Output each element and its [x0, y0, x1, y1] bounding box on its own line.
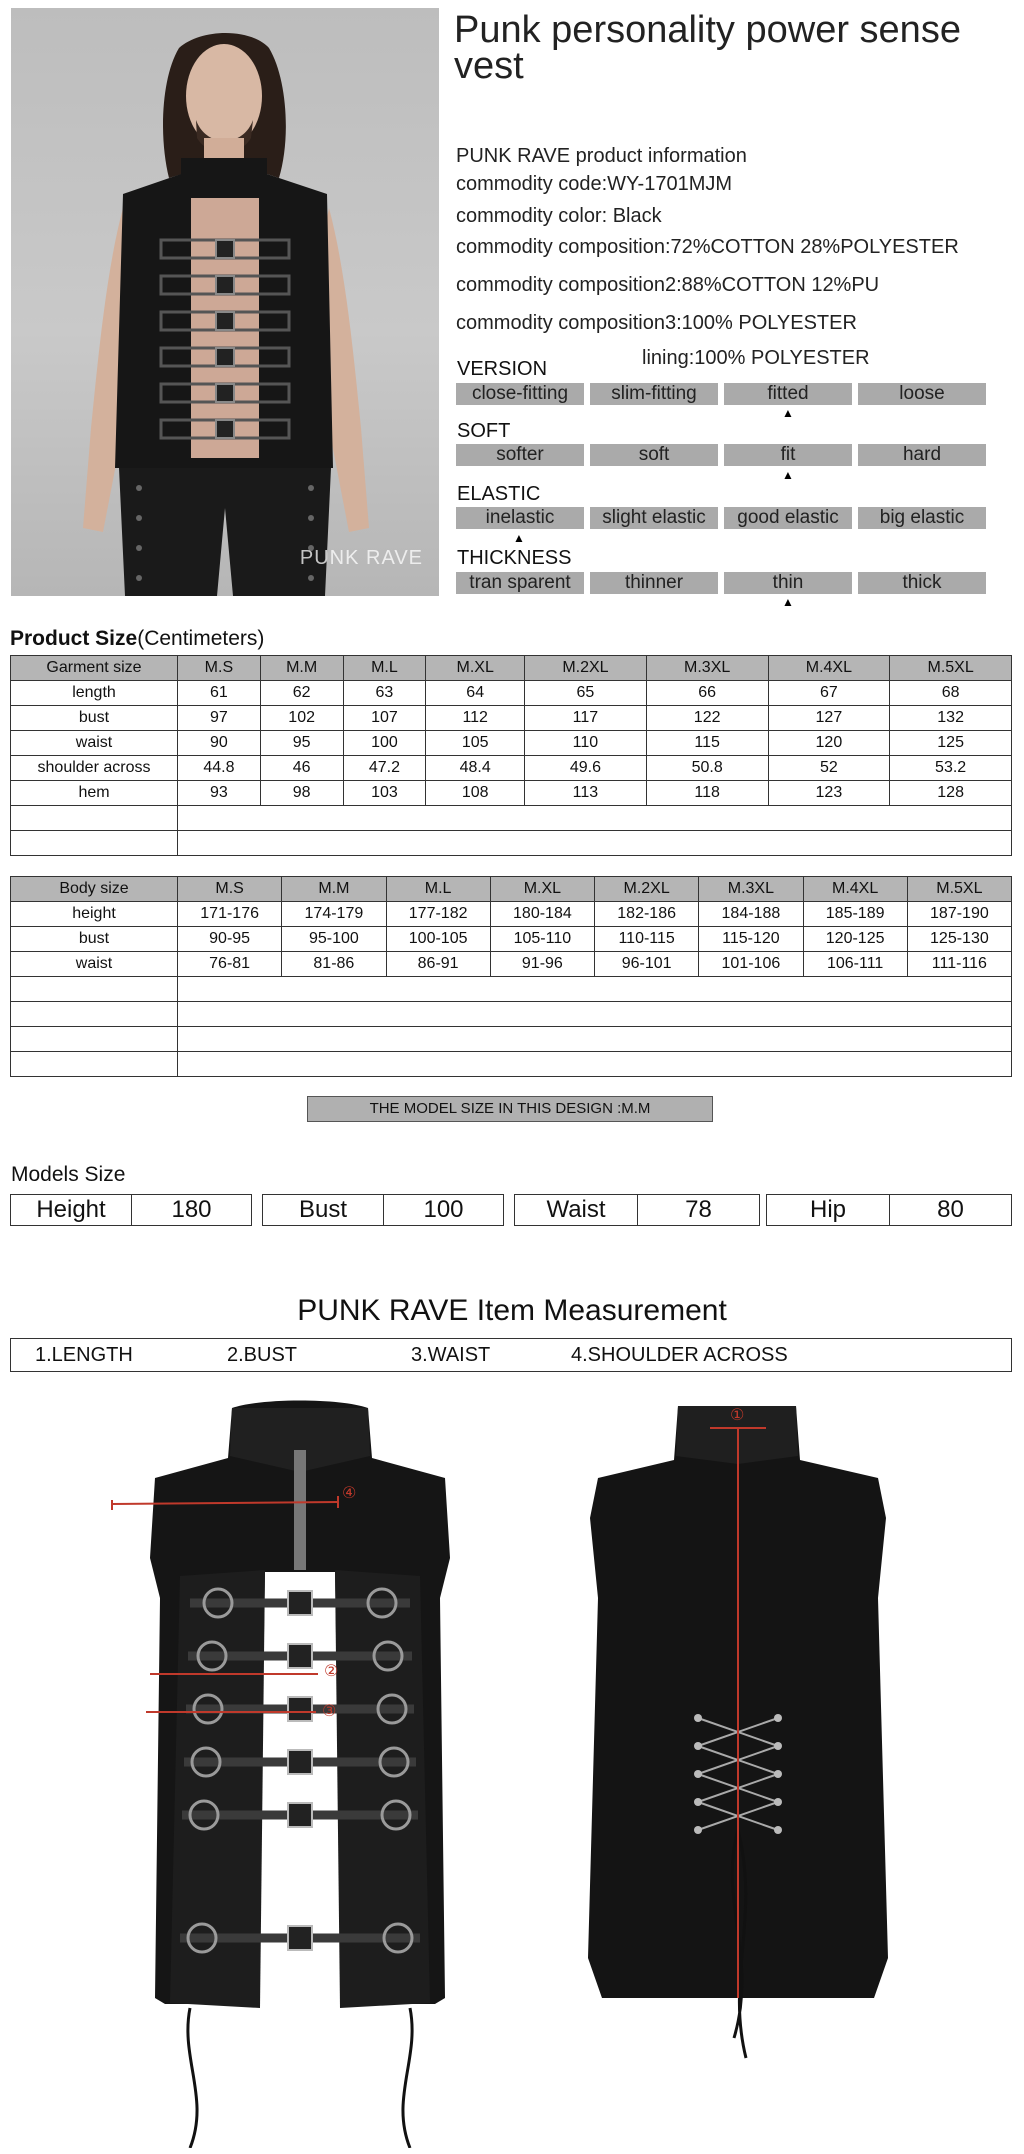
table-cell: 171-176 [178, 902, 282, 927]
table-cell: 76-81 [178, 952, 282, 977]
table-cell: 100 [343, 731, 426, 756]
table-header-row [11, 656, 1012, 681]
empty-cell [11, 977, 178, 1002]
table-cell: 93 [178, 781, 261, 806]
table-cell: 67 [768, 681, 890, 706]
elastic-scale [456, 507, 986, 529]
thickness-scale [456, 572, 986, 594]
row-label-cell: bust [11, 706, 178, 731]
row-label-cell: bust [11, 927, 178, 952]
table-cell: 103 [343, 781, 426, 806]
product-size-body [11, 681, 1012, 856]
measurement-item: 2.BUST [227, 1344, 298, 1366]
table-cell: 62 [260, 681, 343, 706]
table-cell: 50.8 [646, 756, 768, 781]
empty-cell [11, 1002, 178, 1027]
row-label-cell: shoulder across [11, 756, 178, 781]
callout-3: ③ [322, 1701, 337, 1720]
version-marker: ▲ [782, 406, 794, 420]
info-composition3 [456, 312, 857, 335]
measurement-title: PUNK RAVE Item Measurement [297, 1294, 727, 1327]
product-size-unit: (Centimeters) [137, 627, 265, 650]
table-header-cell: M.5XL [890, 656, 1012, 681]
model-value: 180 [171, 1196, 212, 1223]
row-label-cell: hem [11, 781, 178, 806]
info-code [456, 173, 732, 196]
empty-cell [11, 831, 178, 856]
table-header-cell: M.3XL [646, 656, 768, 681]
info-composition [456, 236, 959, 259]
vest-front-image [100, 1398, 500, 2153]
table-cell: 125-130 [907, 927, 1011, 952]
empty-cell [11, 1027, 178, 1052]
table-cell: 184-188 [699, 902, 803, 927]
measurement-item: 3.WAIST [411, 1344, 491, 1366]
table-cell: 111-116 [907, 952, 1011, 977]
vest-front-illustration [100, 1398, 500, 2148]
table-cell: 110-115 [595, 927, 699, 952]
lining-label: lining: [642, 347, 695, 369]
table-cell: 102 [260, 706, 343, 731]
table-row [11, 952, 1012, 977]
thickness-label: THICKNESS [457, 547, 572, 569]
info-composition2 [456, 274, 879, 297]
empty-table-row [11, 806, 1012, 831]
model-key: Height [11, 1195, 132, 1225]
table-row [11, 706, 1012, 731]
body-size-body [11, 902, 1012, 1077]
empty-table-row [11, 1027, 1012, 1052]
version-option: fitted [724, 383, 852, 405]
model-value: 100 [423, 1196, 464, 1223]
table-cell: 81-86 [282, 952, 386, 977]
comp3-value: 100% POLYESTER [681, 312, 857, 334]
table-row [11, 731, 1012, 756]
empty-cell [178, 1027, 1012, 1052]
table-cell: 44.8 [178, 756, 261, 781]
table-cell: 49.6 [525, 756, 647, 781]
model-key: Hip [767, 1195, 890, 1225]
table-cell: 91-96 [490, 952, 594, 977]
model-bust-box [262, 1194, 504, 1226]
body-size-table [10, 876, 1012, 1077]
thickness-option: thinner [590, 572, 718, 594]
photo-watermark: PUNK RAVE [299, 547, 423, 569]
version-label: VERSION [457, 358, 548, 380]
comp-value: 72%COTTON 28%POLYESTER [670, 236, 959, 258]
comp2-label: commodity composition2: [456, 274, 682, 296]
product-size-table [10, 655, 1012, 856]
comp2-value: 88%COTTON 12%PU [681, 274, 880, 296]
table-header-row [11, 877, 1012, 902]
table-header-cell: Body size [11, 877, 178, 902]
row-label-cell: height [11, 902, 178, 927]
soft-option: hard [858, 444, 986, 466]
table-cell: 122 [646, 706, 768, 731]
model-hip-box [766, 1194, 1012, 1226]
table-cell: 95 [260, 731, 343, 756]
elastic-option: inelastic [456, 507, 584, 529]
soft-option: fit [724, 444, 852, 466]
table-row [11, 681, 1012, 706]
empty-cell [178, 806, 1012, 831]
table-cell: 115 [646, 731, 768, 756]
product-title: Punk personality power sense vest [454, 9, 961, 87]
table-cell: 52 [768, 756, 890, 781]
table-header-cell: M.2XL [525, 656, 647, 681]
table-cell: 187-190 [907, 902, 1011, 927]
comp3-label: commodity composition3: [456, 312, 682, 334]
soft-scale [456, 444, 986, 466]
callout-4: ④ [342, 1483, 357, 1502]
empty-table-row [11, 977, 1012, 1002]
table-cell: 180-184 [490, 902, 594, 927]
table-cell: 97 [178, 706, 261, 731]
table-cell: 64 [426, 681, 525, 706]
table-cell: 101-106 [699, 952, 803, 977]
table-header-cell: M.5XL [907, 877, 1011, 902]
table-cell: 98 [260, 781, 343, 806]
product-photo [11, 8, 439, 596]
table-header-cell: M.L [343, 656, 426, 681]
table-cell: 46 [260, 756, 343, 781]
table-header-cell: M.M [282, 877, 386, 902]
empty-cell [178, 831, 1012, 856]
table-cell: 128 [890, 781, 1012, 806]
table-cell: 105-110 [490, 927, 594, 952]
table-cell: 118 [646, 781, 768, 806]
callout-2: ② [324, 1661, 339, 1680]
table-header-cell: M.4XL [803, 877, 907, 902]
version-option: close-fitting [456, 383, 584, 405]
elastic-marker: ▲ [513, 531, 525, 545]
table-cell: 185-189 [803, 902, 907, 927]
table-cell: 107 [343, 706, 426, 731]
table-cell: 90 [178, 731, 261, 756]
table-cell: 132 [890, 706, 1012, 731]
empty-cell [178, 1002, 1012, 1027]
model-waist-box [514, 1194, 760, 1226]
model-size-note: THE MODEL SIZE IN THIS DESIGN :M.M [307, 1096, 713, 1122]
model-value: 78 [685, 1196, 712, 1223]
empty-cell [11, 1052, 178, 1077]
table-header-cell: M.M [260, 656, 343, 681]
table-cell: 110 [525, 731, 647, 756]
table-header-cell: M.3XL [699, 877, 803, 902]
thickness-option: thin [724, 572, 852, 594]
row-label-cell: waist [11, 731, 178, 756]
table-cell: 120 [768, 731, 890, 756]
table-cell: 65 [525, 681, 647, 706]
table-cell: 113 [525, 781, 647, 806]
measurement-item: 1.LENGTH [35, 1344, 133, 1366]
table-cell: 123 [768, 781, 890, 806]
table-cell: 48.4 [426, 756, 525, 781]
soft-label: SOFT [457, 420, 511, 442]
color-label: commodity color: [456, 205, 608, 227]
elastic-option: good elastic [724, 507, 852, 529]
table-cell: 63 [343, 681, 426, 706]
table-cell: 106-111 [803, 952, 907, 977]
thickness-option: tran sparent [456, 572, 584, 594]
version-scale [456, 383, 986, 405]
soft-marker: ▲ [782, 468, 794, 482]
table-cell: 115-120 [699, 927, 803, 952]
table-row [11, 756, 1012, 781]
color-value: Black [612, 205, 662, 227]
row-label-cell: length [11, 681, 178, 706]
model-height-box [10, 1194, 252, 1226]
empty-cell [11, 806, 178, 831]
table-cell: 86-91 [386, 952, 490, 977]
empty-cell [178, 977, 1012, 1002]
table-cell: 182-186 [595, 902, 699, 927]
table-cell: 125 [890, 731, 1012, 756]
callout-1: ① [730, 1405, 745, 1424]
table-header-cell: M.S [178, 877, 282, 902]
info-header: PUNK RAVE product information [456, 145, 747, 167]
table-header-cell: M.XL [490, 877, 594, 902]
table-cell: 117 [525, 706, 647, 731]
table-cell: 61 [178, 681, 261, 706]
table-cell: 112 [426, 706, 525, 731]
table-header-cell: M.XL [426, 656, 525, 681]
table-header-cell: M.4XL [768, 656, 890, 681]
table-cell: 127 [768, 706, 890, 731]
table-cell: 177-182 [386, 902, 490, 927]
version-option: loose [858, 383, 986, 405]
measurement-legend [10, 1338, 1012, 1372]
table-cell: 96-101 [595, 952, 699, 977]
vest-back-image [548, 1398, 928, 2153]
measurement-item: 4.SHOULDER ACROSS [571, 1344, 788, 1366]
soft-option: softer [456, 444, 584, 466]
comp-label: commodity composition: [456, 236, 671, 258]
models-size-title: Models Size [11, 1163, 126, 1186]
model-key: Waist [515, 1195, 638, 1225]
elastic-option: big elastic [858, 507, 986, 529]
empty-table-row [11, 1052, 1012, 1077]
lining-value: 100% POLYESTER [694, 347, 870, 369]
elastic-option: slight elastic [590, 507, 718, 529]
table-cell: 105 [426, 731, 525, 756]
table-row [11, 902, 1012, 927]
table-cell: 95-100 [282, 927, 386, 952]
empty-table-row [11, 831, 1012, 856]
vest-back-illustration [548, 1398, 928, 2148]
table-header-cell: M.L [386, 877, 490, 902]
elastic-label: ELASTIC [457, 483, 541, 505]
code-value: WY-1701MJM [607, 173, 733, 195]
table-cell: 174-179 [282, 902, 386, 927]
model-key: Bust [263, 1195, 384, 1225]
thickness-marker: ▲ [782, 595, 794, 609]
table-cell: 66 [646, 681, 768, 706]
product-size-title [10, 627, 264, 651]
table-cell: 53.2 [890, 756, 1012, 781]
product-size-heading: Product Size [10, 627, 138, 650]
table-cell: 90-95 [178, 927, 282, 952]
table-cell: 100-105 [386, 927, 490, 952]
code-label: commodity code: [456, 173, 608, 195]
model-illustration [11, 8, 439, 596]
table-header-cell: M.S [178, 656, 261, 681]
table-row [11, 927, 1012, 952]
table-header-cell: M.2XL [595, 877, 699, 902]
thickness-option: thick [858, 572, 986, 594]
info-lining [642, 347, 870, 370]
table-header-cell: Garment size [11, 656, 178, 681]
table-cell: 68 [890, 681, 1012, 706]
empty-cell [178, 1052, 1012, 1077]
model-value: 80 [937, 1196, 964, 1223]
version-option: slim-fitting [590, 383, 718, 405]
empty-table-row [11, 1002, 1012, 1027]
table-cell: 47.2 [343, 756, 426, 781]
table-cell: 120-125 [803, 927, 907, 952]
info-color [456, 205, 662, 228]
table-row [11, 781, 1012, 806]
soft-option: soft [590, 444, 718, 466]
row-label-cell: waist [11, 952, 178, 977]
table-cell: 108 [426, 781, 525, 806]
